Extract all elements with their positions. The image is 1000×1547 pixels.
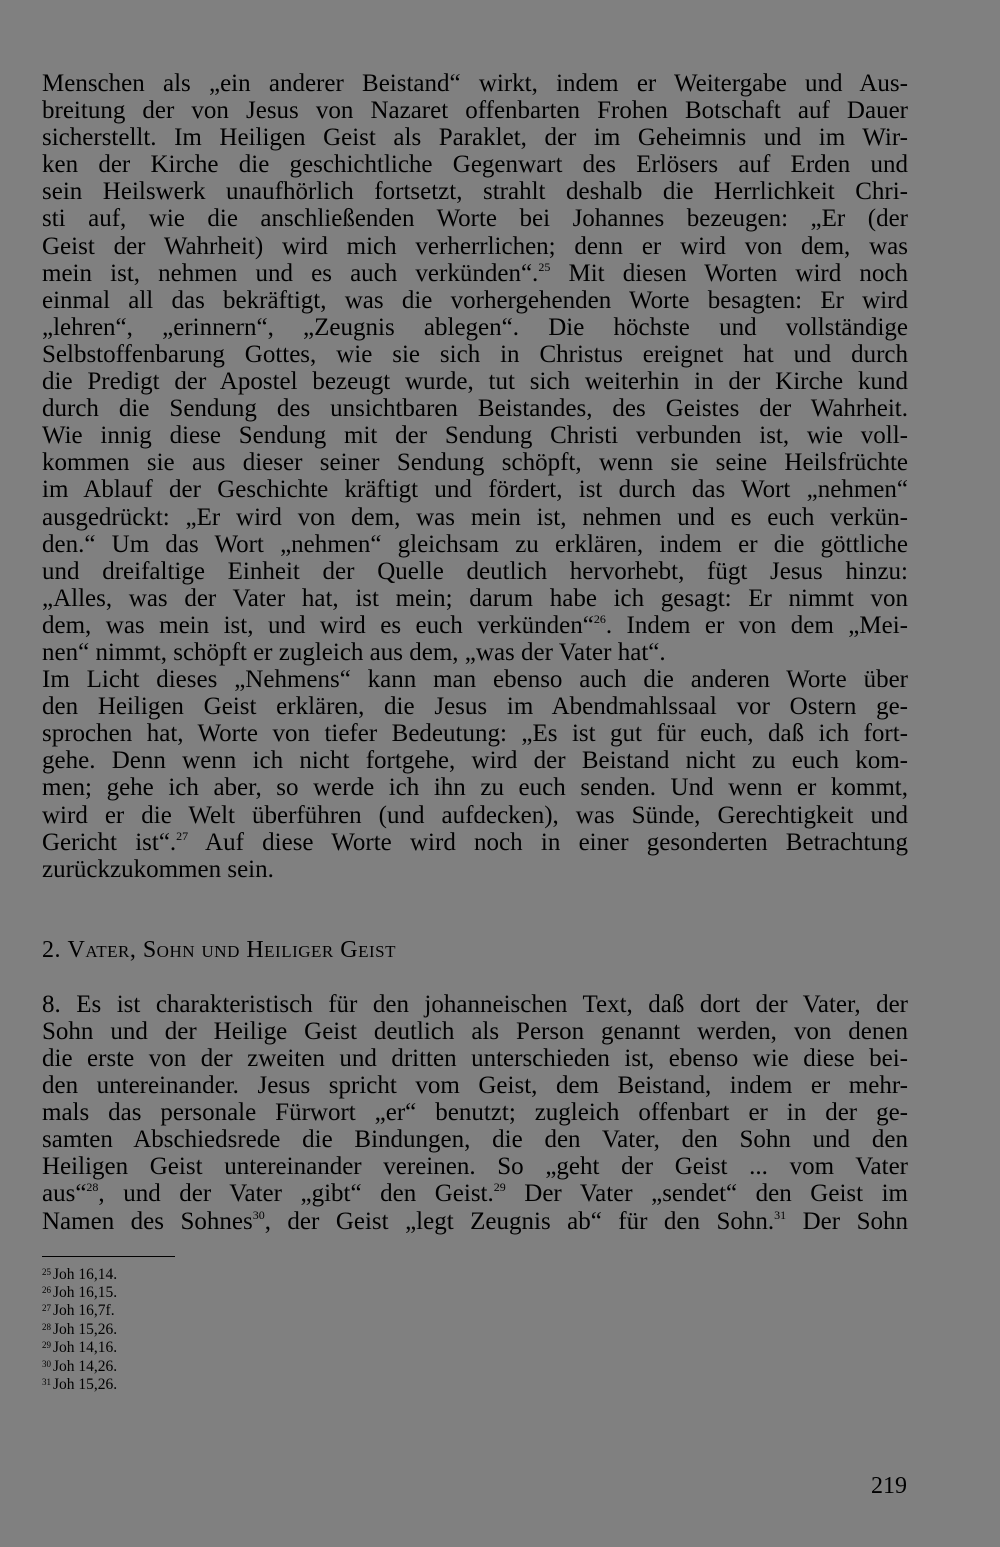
text-line: den.“ Um das Wort „nehmen“ gleichsam zu erklären, indem er die göttliche: [42, 530, 908, 558]
text-line: sti auf, wie die anschließenden Worte bei Johannes bezeugen: „Er (der: [42, 205, 908, 233]
footnote-item: [42, 1263, 908, 1281]
text-line: men; gehe ich aber, so werde ich ihn zu euch senden. Und wenn er kommt,: [42, 774, 908, 802]
body-paragraph-1: [42, 70, 908, 666]
text-line: wird er die Welt überführen (und aufdecken), was Sünde, Gerechtigkeit und: [42, 801, 908, 829]
footnote-text: Joh 14,16.: [53, 1339, 118, 1357]
footnote-text: Joh 16,14.: [53, 1265, 118, 1283]
text-line: breitung der von Jesus von Nazaret offenbarten Frohen Botschaft auf Dauer: [42, 97, 908, 125]
text-line: Wie innig diese Sendung mit der Sendung Christi verbunden ist, wie voll-: [42, 422, 908, 450]
footnote-number: 27: [42, 1303, 51, 1314]
footnote-number: 30: [42, 1358, 51, 1369]
text-line: „Alles, was der Vater hat, ist mein; darum habe ich gesagt: Er nimmt von: [42, 584, 908, 612]
footnote-ref: 27: [176, 828, 189, 843]
text-line: ken der Kirche die geschichtliche Gegenwart des Erlösers auf Erden und: [42, 151, 908, 179]
footnote-number: 25: [42, 1266, 51, 1277]
page-number: 219: [871, 1473, 907, 1499]
footnote-item: [42, 1355, 908, 1373]
footnote-ref: 28: [86, 1180, 99, 1195]
text-line: samten Abschiedsrede die Bindungen, die den Vater, den Sohn und den: [42, 1126, 908, 1154]
text-line: „lehren“, „erinnern“, „Zeugnis ablegen“. Die höchste und vollständige: [42, 313, 908, 341]
footnote-ref: 25: [538, 259, 551, 274]
footnote-number: 26: [42, 1285, 51, 1296]
text-line: Sohn und der Heilige Geist deutlich als Person genannt werden, von denen: [42, 1017, 908, 1045]
text-line: Im Licht dieses „Nehmens“ kann man ebenso auch die anderen Worte über: [42, 666, 908, 694]
text-line: Namen des Sohnes$^{30}$, der Geist „legt Zeugnis ab“ für den Sohn.$^{31}$ Der Sohn: [42, 1207, 908, 1235]
footnote-ref: 29: [493, 1180, 506, 1195]
footnote-list: [42, 1263, 908, 1392]
footnote-item: [42, 1299, 908, 1320]
text-line: zurückzukommen sein.: [42, 855, 274, 883]
footnote-ref: 26: [593, 611, 606, 626]
footnote-ref: 30: [252, 1207, 265, 1222]
footnote-number: 31: [42, 1377, 51, 1387]
text-line: und dreifaltige Einheit der Quelle deutlich hervorhebt, fügt Jesus hinzu:: [42, 557, 908, 585]
text-line: mals das personale Fürwort „er“ benutzt; zugleich offenbart er in der ge-: [42, 1099, 908, 1127]
text-line: Menschen als „ein anderer Beistand“ wirkt, indem er Weitergabe und Aus-: [42, 70, 908, 97]
footnote-item: [42, 1336, 908, 1357]
footnote-item: [42, 1373, 908, 1391]
section-number: 2.: [42, 936, 68, 963]
section-title: Vater, Sohn und Heiliger Geist: [67, 936, 396, 963]
body-paragraph-2: [42, 666, 908, 883]
text-line: Selbstoffenbarung Gottes, wie sie sich in Christus ereignet hat und durch: [42, 340, 908, 368]
section-heading: [42, 937, 908, 967]
footnote-text: Joh 15,26.: [53, 1376, 118, 1393]
text-line: durch die Sendung des unsichtbaren Beistandes, des Geistes der Wahrheit.: [42, 395, 908, 423]
text-line: mein ist, nehmen und es auch verkünden“.$^{25}$ Mit diesen Worten wird noch: [42, 259, 908, 287]
text-line: nen“ nimmt, schöpft er zugleich aus dem, „was der Vater hat“.: [42, 638, 666, 666]
text-line: dem, was mein ist, und wird es euch verkünden“$^{26}$. Indem er von dem „Mei-: [42, 611, 908, 639]
text-line: den Heiligen Geist erklären, die Jesus im Abendmahlssaal vor Ostern ge-: [42, 693, 908, 721]
footnote-ref: 31: [774, 1207, 787, 1222]
footnote-number: 29: [42, 1340, 51, 1351]
text-line: sein Heilswerk unaufhörlich fortsetzt, strahlt deshalb die Herrlichkeit Chri-: [42, 178, 908, 206]
text-line: sprochen hat, Worte von tiefer Bedeutung: „Es ist gut für euch, daß ich fort-: [42, 720, 908, 748]
page-body: [42, 70, 908, 1391]
footnote-item: [42, 1281, 908, 1302]
body-paragraph-3: [42, 991, 908, 1235]
footnote-number: 28: [42, 1321, 51, 1332]
text-line: gehe. Denn wenn ich nicht fortgehe, wird der Beistand nicht zu euch kom-: [42, 747, 908, 775]
text-line: Geist der Wahrheit) wird mich verherrlichen; denn er wird von dem, was: [42, 232, 908, 260]
footnote-text: Joh 14,26.: [53, 1357, 118, 1375]
text-line: 8. Es ist charakteristisch für den johanneischen Text, daß dort der Vater, der: [42, 990, 908, 1018]
footnote-text: Joh 16,15.: [53, 1284, 118, 1302]
text-line: kommen sie aus dieser seiner Sendung schöpft, wenn sie seine Heilsfrüchte: [42, 449, 908, 477]
footnote-divider: [42, 1256, 175, 1257]
text-line: sicherstellt. Im Heiligen Geist als Paraklet, der im Geheimnis und im Wir-: [42, 124, 908, 152]
footnote-text: Joh 15,26.: [53, 1320, 118, 1338]
text-line: ausgedrückt: „Er wird von dem, was mein ist, nehmen und es euch verkün-: [42, 503, 908, 531]
text-line: die erste von der zweiten und dritten unterschieden ist, ebenso wie diese bei-: [42, 1045, 908, 1072]
text-line: im Ablauf der Geschichte kräftigt und fördert, ist durch das Wort „nehmen“: [42, 476, 908, 504]
footnote-text: Joh 16,7f.: [53, 1302, 115, 1320]
text-line: den untereinander. Jesus spricht vom Geist, dem Beistand, indem er mehr-: [42, 1072, 908, 1100]
text-line: einmal all das bekräftigt, was die vorhergehenden Worte besagten: Er wird: [42, 286, 908, 314]
footnote-item: [42, 1318, 908, 1336]
text-line: die Predigt der Apostel bezeugt wurde, tut sich weiterhin in der Kirche kund: [42, 368, 908, 396]
text-line: Heiligen Geist untereinander vereinen. So „geht der Geist ... vom Vater: [42, 1153, 908, 1181]
text-line: Gericht ist“.$^{27}$ Auf diese Worte wird noch in einer gesonderten Betrachtung: [42, 828, 908, 856]
text-line: aus“$^{28}$, und der Vater „gibt“ den Geist.$^{29}$ Der Vater „sendet“ den Geist im: [42, 1180, 908, 1208]
